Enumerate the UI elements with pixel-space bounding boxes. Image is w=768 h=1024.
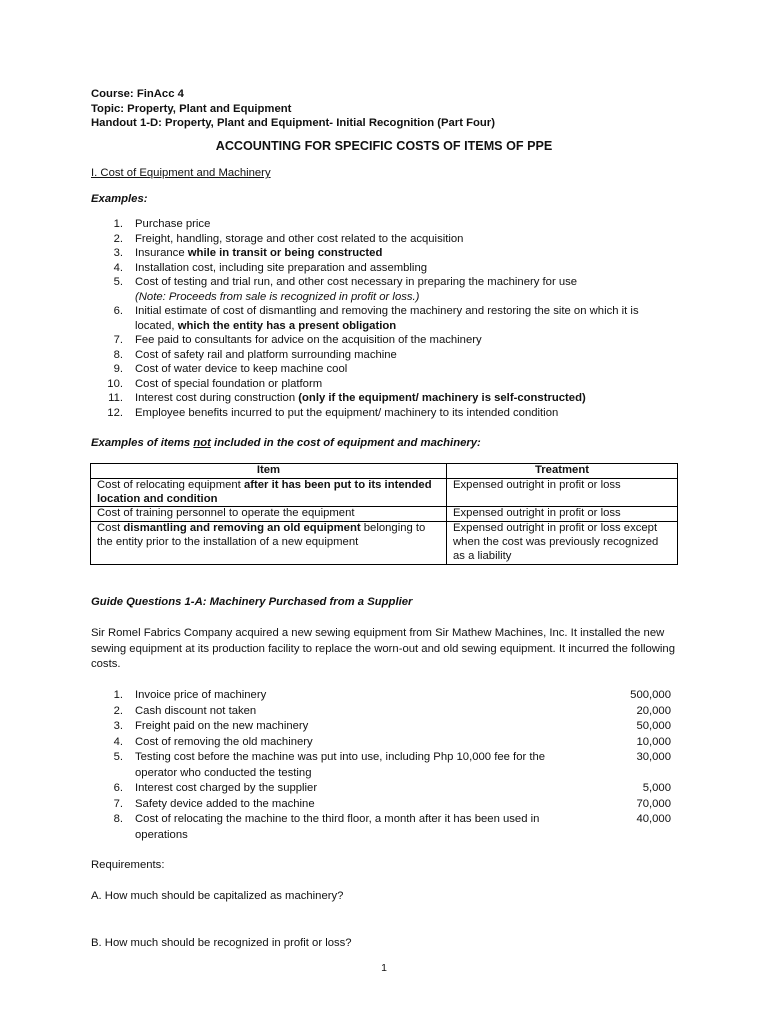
- table-cell-item: Cost of relocating equipment after it has been put to its intended location and condition: [91, 478, 447, 507]
- cost-amount: 30,000: [636, 751, 671, 763]
- exclusions-table: [90, 463, 678, 565]
- question-a: A. How much should be capitalized as machinery?: [91, 890, 344, 902]
- note-text: (Note: Proceeds from sale is recognized in profit or loss.): [135, 290, 420, 303]
- table-row: [91, 507, 678, 522]
- table-header-row: [91, 464, 678, 479]
- cost-amount: 500,000: [630, 689, 671, 701]
- cost-amount: 50,000: [636, 720, 671, 732]
- list-item: 3. Freight paid on the new machinery 50,000: [91, 719, 673, 735]
- list-item: 12. Employee benefits incurred to put the equipment/ machinery to its intended condition: [107, 406, 559, 419]
- list-item: 8. Cost of safety rail and platform surrounding machine: [113, 348, 397, 361]
- examples-list: [91, 217, 661, 420]
- table-row: [91, 522, 678, 564]
- table-row: [91, 478, 678, 507]
- column-header-treatment: Treatment: [447, 464, 678, 479]
- page-number: 1: [381, 962, 387, 974]
- list-item: 4. Cost of removing the old machinery 10,000: [91, 735, 673, 751]
- list-item: 5. Cost of testing and trial run, and other cost necessary in preparing the machinery for use (Note: Proceeds from sale is recognized in profit or loss.): [113, 276, 578, 303]
- table-cell-item: Cost of training personnel to operate the equipment: [91, 507, 447, 522]
- list-item: 1. Invoice price of machinery 500,000: [91, 688, 673, 704]
- list-item: 9. Cost of water device to keep machine cool: [113, 363, 348, 375]
- table-cell-item: Cost dismantling and removing an old equipment belonging to the entity prior to the installation of a new equipment: [91, 522, 447, 564]
- list-item: 7. Safety device added to the machine 70,000: [91, 797, 673, 813]
- list-item: 7. Fee paid to consultants for advice on the acquisition of the machinery: [113, 334, 482, 346]
- list-item: 11. Interest cost during construction (only if the equipment/ machinery is self-constructed): [108, 392, 586, 404]
- list-item: 2. Freight, handling, storage and other cost related to the acquisition: [113, 232, 464, 245]
- list-item: 6. Interest cost charged by the supplier 5,000: [91, 781, 673, 797]
- list-item: 2. Cash discount not taken 20,000: [91, 704, 673, 720]
- requirements-label: Requirements:: [91, 859, 165, 871]
- list-item: 1. Purchase price: [113, 218, 211, 230]
- list-item: 3. Insurance while in transit or being constructed: [113, 247, 383, 259]
- cost-amount: 20,000: [636, 704, 671, 717]
- case-paragraph: Sir Romel Fabrics Company acquired a new sewing equipment from Sir Mathew Machines, Inc. It installed the new sewing equipment at its production facility to replace the worn-out and old sewing equipment. It incurred the following costs.: [91, 627, 676, 670]
- column-header-item: Item: [91, 464, 447, 479]
- document-header: [91, 87, 495, 131]
- list-item: 10. Cost of special foundation or platform: [107, 377, 323, 390]
- examples-label: Examples:: [91, 193, 148, 205]
- not-included-heading: Examples of items not included in the cost of equipment and machinery:: [91, 437, 481, 449]
- table-cell-treatment: Expensed outright in profit or loss: [447, 478, 678, 507]
- cost-amount: 40,000: [636, 813, 671, 825]
- table-cell-treatment: Expensed outright in profit or loss: [447, 507, 678, 522]
- cost-amount: 5,000: [642, 782, 671, 794]
- cost-amount: 10,000: [636, 735, 671, 748]
- course-line: Course: FinAcc 4: [91, 88, 184, 100]
- list-item: 4. Installation cost, including site preparation and assembling: [113, 261, 428, 274]
- list-item: 6. Initial estimate of cost of dismantling and removing the machinery and restoring the site on which it is located, which the entity has a present obligation: [113, 305, 639, 332]
- table-cell-treatment: Expensed outright in profit or loss except when the cost was previously recognized as a liability: [447, 522, 678, 564]
- list-item: 8. Cost of relocating the machine to the third floor, a month after it has been used in operations 40,000: [113, 813, 671, 841]
- question-b: B. How much should be recognized in profit or loss?: [91, 937, 352, 949]
- section-heading: I. Cost of Equipment and Machinery: [91, 167, 271, 179]
- guide-question-heading: Guide Questions 1-A: Machinery Purchased from a Supplier: [91, 596, 413, 608]
- costs-list: [91, 688, 673, 843]
- cost-amount: 70,000: [636, 797, 671, 810]
- handout-line: Handout 1-D: Property, Plant and Equipment- Initial Recognition (Part Four): [91, 117, 495, 129]
- topic-line: Topic: Property, Plant and Equipment: [91, 102, 292, 115]
- page-title: ACCOUNTING FOR SPECIFIC COSTS OF ITEMS OF PPE: [215, 139, 553, 153]
- list-item: 5. Testing cost before the machine was put into use, including Php 10,000 fee for the operator who conducted the testing 30,000: [113, 751, 671, 779]
